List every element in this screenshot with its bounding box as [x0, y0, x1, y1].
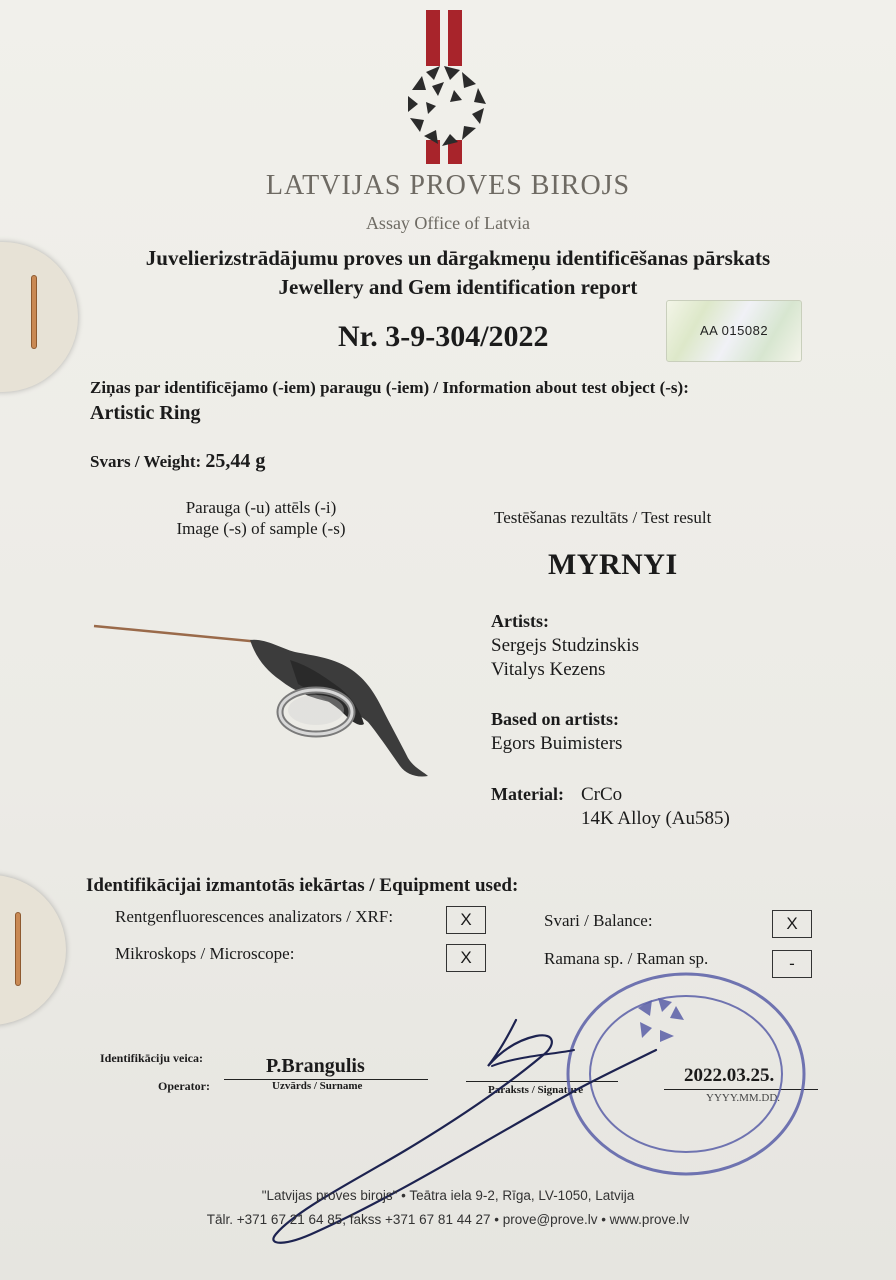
- image-caption-english: Image (-s) of sample (-s): [176, 519, 346, 538]
- footer-address: "Latvijas proves birojs" • Teātra iela 9-2, Rīga, LV-1050, Latvija: [261, 1188, 635, 1203]
- material-label: Material:: [491, 784, 564, 804]
- signoff-date: 2022.03.25.: [684, 1065, 775, 1086]
- weight-value: 25,44 g: [205, 450, 266, 472]
- equipment-label: Rentgenfluorescences analizators / XRF:: [115, 907, 394, 926]
- test-result-value: MYRNYI: [548, 548, 678, 581]
- office-name-english: Assay Office of Latvia: [365, 213, 531, 233]
- operator-label: Operator:: [158, 1079, 210, 1093]
- equipment-checkbox: X: [446, 906, 486, 934]
- signature-caption: Paraksts / Signature: [488, 1084, 584, 1096]
- weight-label: Svars / Weight:: [90, 452, 202, 471]
- object-info-label: Ziņas par identificējamo (-iem) paraugu (-iem) / Information about test object (-s):: [90, 378, 689, 397]
- report-title-english: Jewellery and Gem identification report: [278, 275, 638, 299]
- office-name: LATVIJAS PROVES BIROJS: [265, 170, 631, 201]
- material-value: CrCo: [581, 784, 623, 805]
- image-caption-latvian: Parauga (-u) attēls (-i): [185, 498, 337, 517]
- object-name: Artistic Ring: [90, 402, 201, 424]
- operator-name: P.Brangulis: [266, 1055, 365, 1077]
- report-title-latvian: Juvelierizstrādājumu proves un dārgakmeņu identificēšanas pārskats: [145, 246, 771, 270]
- equipment-checkbox: -: [772, 950, 812, 978]
- ring-sample-image: [90, 618, 440, 788]
- equipment-checkbox: X: [446, 944, 486, 972]
- material-value: 14K Alloy (Au585): [581, 808, 730, 829]
- binder-hole-bottom: [0, 875, 66, 1025]
- equipment-checkbox: X: [772, 910, 812, 938]
- hologram-sticker: AA 015082: [666, 300, 802, 362]
- based-on-label: Based on artists:: [491, 709, 620, 729]
- footer-contacts: Tālr. +371 67 21 64 85, fakss +371 67 81 44 27 • prove@prove.lv • www.prove.lv: [206, 1212, 690, 1227]
- equipment-heading: Identifikācijai izmantotās iekārtas / Equipment used:: [86, 875, 519, 896]
- artist-name: Sergejs Studzinskis: [491, 635, 639, 656]
- artists-label: Artists:: [491, 611, 549, 631]
- image-caption: [150, 497, 372, 539]
- artist-name: Vitalys Kezens: [491, 659, 606, 680]
- report-number: Nr. 3-9-304/2022: [338, 320, 549, 353]
- based-on-artist: Egors Buimisters: [491, 733, 623, 754]
- weight-row: [90, 450, 265, 473]
- equipment-label: Mikroskops / Microscope:: [115, 944, 295, 963]
- office-logo-icon: [396, 10, 496, 168]
- test-result-label: Testēšanas rezultāts / Test result: [494, 508, 712, 527]
- equipment-label: Svari / Balance:: [544, 911, 653, 930]
- date-caption: YYYY.MM.DD.: [706, 1092, 781, 1104]
- surname-caption: Uzvārds / Surname: [272, 1080, 363, 1092]
- identified-by-label: Identifikāciju veica:: [100, 1051, 203, 1065]
- equipment-label: Ramana sp. / Raman sp.: [544, 949, 709, 968]
